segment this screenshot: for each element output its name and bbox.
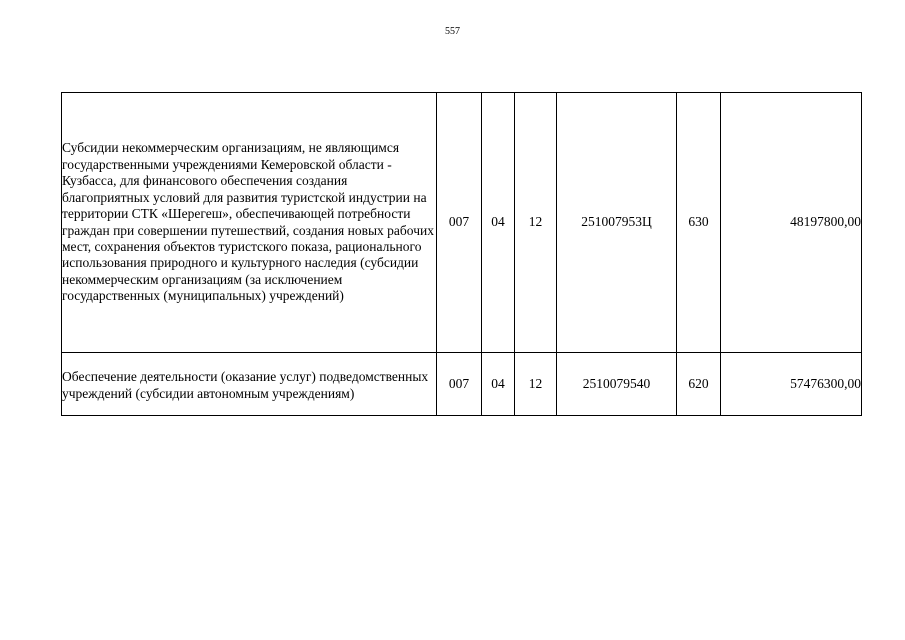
target-article-cell: 251007953Ц <box>557 93 677 353</box>
table-row <box>62 93 862 353</box>
target-article-cell: 2510079540 <box>557 353 677 416</box>
table-row <box>62 353 862 416</box>
amount-cell: 57476300,00 <box>721 353 862 416</box>
page-number: 557 <box>445 26 460 37</box>
expense-type-cell: 630 <box>677 93 721 353</box>
expense-type-cell: 620 <box>677 353 721 416</box>
row-description: Субсидии некоммерческим организациям, не являющимся государственными учреждениями Кемеровской области - Кузбасса, для финансового обеспечения создания благоприятных условий для развития туристской индустрии на территории СТК «Шерегеш», обеспечивающей потребности граждан при совершении путешествий, создания новых рабочих мест, сохранения объектов туристского показа, рационального использования природного и культурного наследия (субсидии некоммерческим организациям (за исключением государственных (муниципальных) учреждений) <box>62 93 437 353</box>
subsection-cell: 12 <box>515 353 557 416</box>
section-cell: 04 <box>482 93 515 353</box>
section-cell: 04 <box>482 353 515 416</box>
subsection-cell: 12 <box>515 93 557 353</box>
budget-table <box>61 92 862 416</box>
ministry-code-cell: 007 <box>437 353 482 416</box>
amount-cell: 48197800,00 <box>721 93 862 353</box>
row-description: Обеспечение деятельности (оказание услуг) подведомственных учреждений (субсидии автономным учреждениям) <box>62 353 437 416</box>
ministry-code-cell: 007 <box>437 93 482 353</box>
